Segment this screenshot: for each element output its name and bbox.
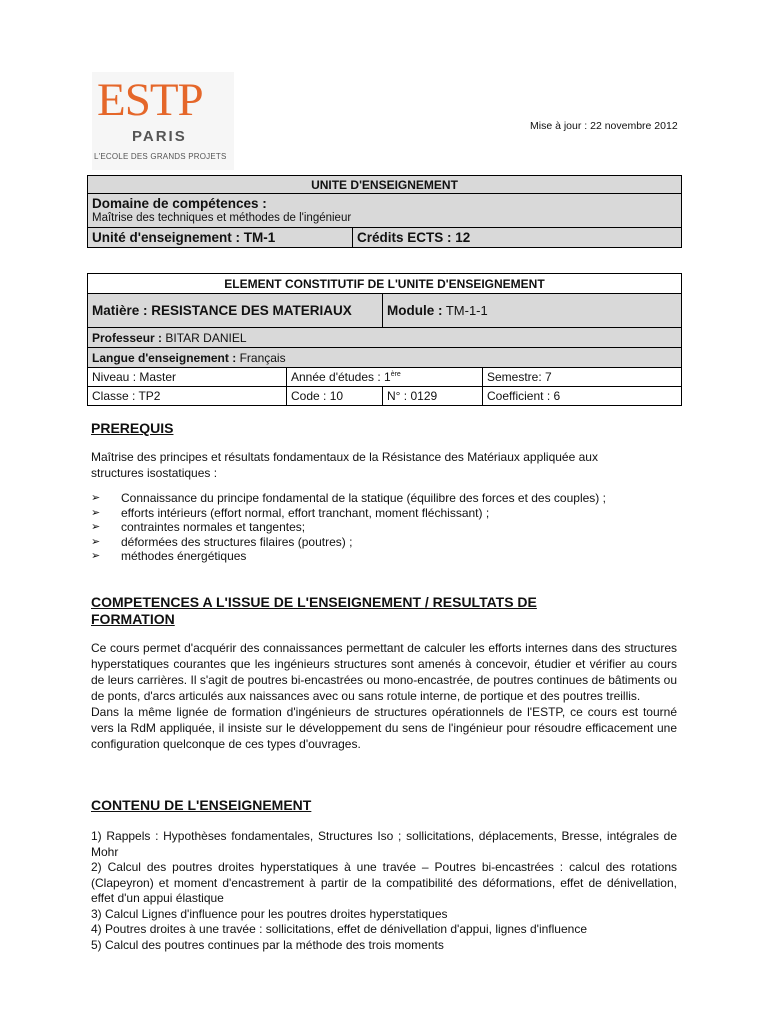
ecue-prof-value: BITAR DANIEL	[165, 330, 247, 345]
ecue-niveau: Niveau : Master	[88, 368, 287, 387]
ecue-langue-value: Français	[239, 350, 286, 365]
ue-domain-cell	[88, 194, 682, 228]
list-item: ➢ méthodes énergétiques	[91, 549, 247, 563]
logo-tagline: L'ECOLE DES GRANDS PROJETS	[94, 152, 227, 161]
ecue-title: ELEMENT CONSTITUTIF DE L'UNITE D'ENSEIGNEMENT	[88, 274, 682, 294]
contenu-list	[91, 829, 677, 953]
competences-text	[91, 640, 677, 752]
ecue-module-cell	[383, 294, 682, 328]
ecue-prof-label: Professeur :	[92, 330, 163, 345]
list-item: 2) Calcul des poutres droites hyperstatiques à une travée – Poutres bi-encastrées : calcul des rotations (Clapeyron) et moment d'encastrement à partir de la compatibilité des déformations, effet de dénivellation, effet d'un appui élastique	[91, 860, 677, 905]
prerequis-heading: PREREQUIS	[91, 420, 174, 436]
ecue-semestre: Semestre: 7	[483, 368, 682, 387]
list-item: 5) Calcul des poutres continues par la méthode des trois moments	[91, 937, 444, 952]
arrow-bullet-icon: ➢	[91, 506, 101, 519]
ecue-langue-cell	[88, 348, 682, 368]
ecue-classe: Classe : TP2	[88, 387, 287, 406]
competences-heading	[91, 594, 537, 628]
arrow-bullet-icon: ➢	[91, 521, 101, 533]
arrow-bullet-icon: ➢	[91, 492, 101, 504]
ue-domain-label: Domaine de compétences :	[92, 195, 267, 211]
ue-domain-value: Maîtrise des techniques et méthodes de l'ingénieur	[92, 211, 352, 224]
list-item: ➢ efforts intérieurs (effort normal, effort tranchant, moment fléchissant) ;	[91, 505, 490, 520]
prerequis-list	[91, 491, 606, 564]
ue-credits: Crédits ECTS : 12	[353, 228, 682, 248]
ecue-numero: N° : 0129	[383, 387, 483, 406]
arrow-bullet-icon: ➢	[91, 535, 101, 548]
ecue-module-label: Module :	[387, 303, 443, 318]
list-item: ➢ Connaissance du principe fondamental de la statique (équilibre des forces et des couples) ;	[91, 491, 606, 505]
ecue-matiere: Matière : RESISTANCE DES MATERIAUX	[88, 294, 383, 328]
arrow-bullet-icon: ➢	[91, 550, 101, 562]
list-item: ➢ déformées des structures filaires (poutres) ;	[91, 534, 353, 549]
ecue-annee: Année d'études : 1	[291, 370, 391, 384]
estp-logo	[92, 72, 234, 170]
ecue-module-value: TM-1-1	[445, 303, 488, 318]
list-item: 3) Calcul Lignes d'influence pour les poutres droites hyperstatiques	[91, 906, 448, 921]
ue-unit: Unité d'enseignement : TM-1	[88, 228, 353, 248]
list-item: 1) Rappels : Hypothèses fondamentales, Structures Iso ; sollicitations, déplacements, Bresse, intégrales de Mohr	[91, 829, 677, 859]
logo-city: PARIS	[132, 128, 187, 145]
prerequis-intro: Maîtrise des principes et résultats fondamentaux de la Résistance des Matériaux appliquée aux structures isostatiques :	[91, 450, 598, 480]
update-date: Mise à jour : 22 novembre 2012	[530, 120, 678, 132]
ecue-annee-cell	[287, 368, 483, 387]
ecue-prof-cell	[88, 328, 682, 348]
competences-para1: Ce cours permet d'acquérir des connaissances permettant de calculer les efforts internes dans des structures hyperstatiques courantes que les ingénieurs structures sont amenés à concevoir, étudier et vérifier au cours de leurs carrières. Il s'agit de poutres bi-encastrées ou mono-encastrée, de poutres continues de bâtiments ou de ponts, d'arcs articulés aux naissances avec ou sans rotule interne, de portique et des poutres treillis.	[91, 641, 677, 703]
contenu-heading: CONTENU DE L'ENSEIGNEMENT	[91, 797, 312, 813]
competences-para2: Dans la même lignée de formation d'ingénieurs de structures opérationnels de l'ESTP, ce cours est tourné vers la RdM appliquée, il insiste sur le développement du sens de l'ingénieur pour résoudre efficacement une configuration quelconque de ces types d'ouvrages.	[91, 705, 677, 751]
list-item: 4) Poutres droites à une travée : sollicitations, effet de dénivellation d'appui, lignes d'influence	[91, 922, 588, 936]
ecue-annee-sup: ère	[390, 371, 401, 378]
ecue-table	[87, 273, 682, 406]
ue-title: UNITE D'ENSEIGNEMENT	[88, 176, 682, 194]
logo-brand: ESTP	[97, 74, 203, 126]
competences-heading-line1: COMPETENCES A L'ISSUE DE L'ENSEIGNEMENT / RESULTATS DE	[91, 594, 537, 610]
competences-heading-line2: FORMATION	[91, 611, 175, 627]
ecue-coefficient: Coefficient : 6	[483, 387, 682, 406]
ecue-code: Code : 10	[287, 387, 383, 406]
list-item: ➢ contraintes normales et tangentes;	[91, 520, 306, 534]
ue-table	[87, 175, 682, 248]
ecue-langue-label: Langue d'enseignement :	[92, 350, 237, 365]
